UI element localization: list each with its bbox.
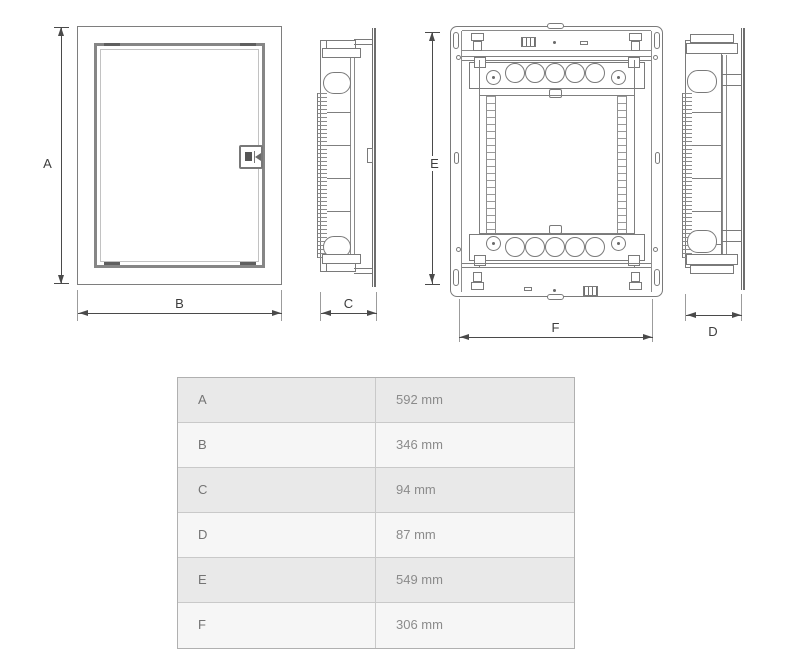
clamp-block [474, 57, 486, 68]
frame-connector [354, 39, 372, 45]
extension-line [652, 299, 653, 342]
arrowhead [272, 310, 281, 316]
frame-band [462, 263, 651, 264]
hinge-block [471, 33, 484, 41]
bottom-cap [690, 265, 734, 274]
frame-band [462, 60, 651, 61]
fixing-slot [654, 269, 660, 286]
table-row [178, 603, 574, 648]
extension-line [281, 290, 282, 321]
mounting-ribs [317, 93, 327, 258]
dim-letter-cell: B [178, 423, 376, 467]
screw-hole [456, 247, 461, 252]
arrowhead [687, 312, 696, 318]
arrowhead [79, 310, 88, 316]
dim-a-line [61, 28, 62, 284]
arrowhead [429, 32, 435, 41]
clamp-nub [722, 74, 741, 86]
door-lock [239, 145, 263, 169]
hinge-block [631, 272, 640, 282]
top-cap [322, 48, 361, 58]
table-row [178, 468, 574, 513]
extension-line [376, 292, 377, 321]
fixing-slot [655, 152, 660, 164]
lock-latch-icon [255, 153, 261, 161]
knockout-circle [585, 237, 605, 257]
frame-connector [354, 268, 372, 274]
extension-line [741, 294, 742, 321]
dim-f-label: F [549, 320, 562, 335]
table-row [178, 513, 574, 558]
screw-hole [456, 55, 461, 60]
shelf-line [692, 211, 722, 212]
hinge-block [473, 272, 482, 282]
dim-d-label: D [706, 324, 720, 339]
latch-profile [367, 148, 373, 163]
dim-value-cell: 87 mm [396, 527, 436, 542]
knockout-center-dot [617, 76, 620, 79]
flange-divider [651, 31, 652, 292]
dim-value-cell: 94 mm [396, 482, 436, 497]
dim-letter-cell: F [178, 603, 376, 648]
bottom-cap [326, 263, 356, 272]
hinge-block [471, 282, 484, 290]
screw-dot [553, 41, 556, 44]
small-mark [524, 287, 532, 291]
dim-value-cell: 346 mm [396, 437, 443, 452]
dim-letter-cell: A [178, 378, 376, 422]
bottom-cap [686, 254, 738, 265]
knockout-circle [525, 63, 545, 83]
table-row [178, 378, 574, 423]
arrowhead [643, 334, 652, 340]
hinge-block [631, 41, 640, 51]
frame-band [462, 56, 651, 57]
dim-tick [54, 27, 69, 28]
top-cap [686, 43, 738, 54]
dim-value-cell: 306 mm [396, 617, 443, 632]
dim-letter-cell: D [178, 513, 376, 557]
dim-tick [425, 32, 440, 33]
knockout-center-dot [492, 242, 495, 245]
shelf-line [692, 178, 722, 179]
open-area-edge [480, 95, 634, 96]
door-edge-mark [104, 262, 120, 265]
arrowhead [429, 274, 435, 283]
dim-b-line [78, 313, 282, 314]
clamp-block [628, 255, 640, 266]
arrowhead [732, 312, 741, 318]
small-mark [580, 41, 588, 45]
center-clip [549, 89, 562, 98]
top-slot [547, 23, 564, 29]
lock-keyhole [245, 152, 252, 161]
hinge-lobe [687, 230, 717, 253]
fixing-slot [454, 152, 459, 164]
extension-line [685, 294, 686, 321]
knockout-circle [585, 63, 605, 83]
knockout-center-dot [617, 242, 620, 245]
knockout-circle [505, 237, 525, 257]
shelf-line [327, 178, 351, 179]
center-clip [549, 225, 562, 234]
front-wall-lines [350, 58, 355, 256]
flange-divider [461, 31, 462, 292]
shelf-line [327, 112, 351, 113]
knockout-circle [565, 237, 585, 257]
arrowhead [322, 310, 331, 316]
knockout-circle [525, 237, 545, 257]
vent-grid [521, 37, 536, 47]
door-edge-mark [104, 43, 120, 46]
shelf-line [327, 145, 351, 146]
dimensions-table [177, 377, 575, 649]
flange-profile [741, 28, 745, 290]
knockout-circle [565, 63, 585, 83]
clamp-block [474, 255, 486, 266]
dim-f-line [459, 337, 653, 338]
extension-line [77, 290, 78, 321]
dim-a-label: A [40, 156, 55, 171]
dim-tick [425, 284, 440, 285]
fixing-slot [453, 269, 459, 286]
dim-value-cell: 549 mm [396, 572, 443, 587]
frame-band [462, 267, 651, 268]
clamp-nub [722, 230, 741, 242]
top-bar-line [462, 30, 651, 31]
dim-letter-cell: C [178, 468, 376, 512]
hinge-lobe [687, 70, 717, 93]
top-bar-line [462, 50, 651, 51]
knockout-circle [505, 63, 525, 83]
extension-line [320, 292, 321, 321]
screw-dot [553, 289, 556, 292]
hinge-block [629, 33, 642, 41]
table-row [178, 558, 574, 603]
knockout-center-dot [492, 76, 495, 79]
dim-letter-cell: E [178, 558, 376, 602]
dim-b-label: B [173, 296, 186, 311]
door-edge-mark [240, 262, 256, 265]
knockout-circle [545, 237, 565, 257]
shelf-line [327, 211, 351, 212]
din-rail-ticks [617, 96, 627, 233]
shelf-line [692, 112, 722, 113]
hinge-lobe [323, 72, 351, 94]
arrowhead [460, 334, 469, 340]
dim-value-cell: 592 mm [396, 392, 443, 407]
hinge-block [629, 282, 642, 290]
vent-grid [583, 286, 598, 296]
dim-tick [54, 283, 69, 284]
screw-hole [653, 55, 658, 60]
hinge-block [473, 41, 482, 51]
top-cap [690, 34, 734, 43]
dim-e-label: E [427, 156, 442, 171]
dim-c-label: C [343, 296, 354, 311]
knockout-circle [545, 63, 565, 83]
shelf-line [692, 145, 722, 146]
screw-hole [653, 247, 658, 252]
arrowhead [367, 310, 376, 316]
bottom-slot [547, 294, 564, 300]
door-edge-mark [240, 43, 256, 46]
arrowhead [58, 27, 64, 36]
fixing-slot [654, 32, 660, 49]
door-inner-edge [100, 49, 259, 262]
table-row [178, 423, 574, 468]
din-rail-ticks [486, 96, 496, 233]
fixing-slot [453, 32, 459, 49]
